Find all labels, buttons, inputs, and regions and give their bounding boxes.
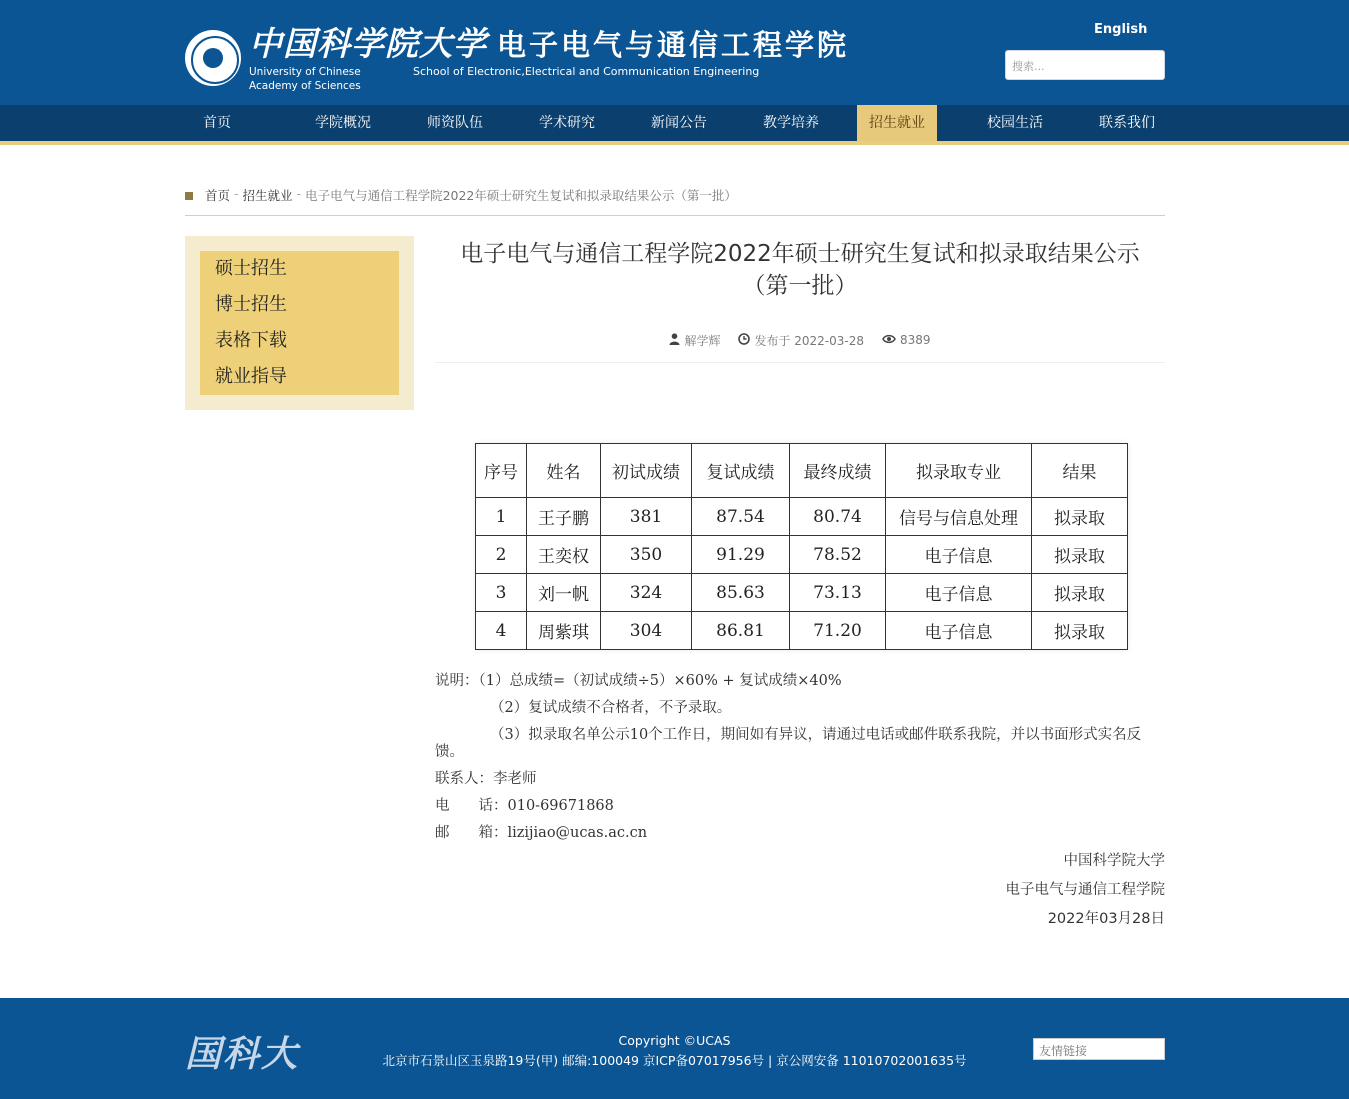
footer-logo: 国科大: [185, 1033, 300, 1075]
brand-text: [249, 24, 849, 93]
views-meta: [882, 333, 931, 347]
school-name: 电子电气与通信工程学院: [497, 27, 850, 62]
nav-item-contact[interactable]: 联系我们: [1099, 115, 1155, 131]
signature-date: 2022年03月28日: [1047, 911, 1165, 927]
table-cell: 电子信息: [886, 536, 1032, 574]
table-cell: 86.81: [692, 612, 790, 650]
table-header-row: [476, 444, 1128, 498]
article-meta: [435, 332, 1165, 348]
header-cell: 最终成绩: [790, 444, 886, 498]
header-cell: 结果: [1032, 444, 1128, 498]
header-cell: 拟录取专业: [886, 444, 1032, 498]
header-cell: 复试成绩: [692, 444, 790, 498]
article-signature: [1006, 847, 1166, 934]
site-footer: [0, 998, 1349, 1099]
breadcrumb-marker-icon: [185, 192, 193, 200]
nav-item-admissions[interactable]: 招生就业: [857, 105, 937, 141]
table-row: [476, 612, 1128, 650]
header-cell: 序号: [476, 444, 527, 498]
results-table: [475, 443, 1128, 650]
table-cell: 91.29: [692, 536, 790, 574]
table-cell: 71.20: [790, 612, 886, 650]
table-cell: 381: [601, 498, 692, 536]
table-cell: 304: [601, 612, 692, 650]
article-notes: [435, 668, 1165, 847]
contact-email: 邮 箱：lizijiao@ucas.ac.cn: [435, 825, 648, 841]
table-cell: 电子信息: [886, 574, 1032, 612]
header-cell: 初试成绩: [601, 444, 692, 498]
contact-phone: 电 话：010-69671868: [435, 798, 614, 814]
table-row: [476, 536, 1128, 574]
nav-item-home[interactable]: 首页: [203, 115, 231, 131]
main-nav: [0, 105, 1349, 141]
english-link[interactable]: English: [1094, 22, 1148, 37]
table-cell: 拟录取: [1032, 574, 1128, 612]
table-cell: 87.54: [692, 498, 790, 536]
table-cell: 拟录取: [1032, 536, 1128, 574]
table-row: [476, 498, 1128, 536]
table-cell: 信号与信息处理: [886, 498, 1032, 536]
note-line: （2）复试成绩不合格者，不予录取。: [490, 700, 732, 716]
copyright-text: Copyright ©UCAS: [618, 1033, 731, 1048]
table-cell: 324: [601, 574, 692, 612]
university-name-en: University of Chinese Academy of Sciences: [249, 65, 361, 92]
sidebar-item-masters[interactable]: 硕士招生: [215, 258, 287, 279]
breadcrumb-section[interactable]: 招生就业: [242, 188, 293, 203]
nav-item-campus[interactable]: 校园生活: [987, 115, 1043, 131]
school-name-en: School of Electronic,Electrical and Communication Engineering: [413, 64, 760, 78]
friendly-links-select[interactable]: 友情链接: [1033, 1038, 1165, 1060]
university-seal-icon: [185, 30, 241, 86]
signature-line: 中国科学院大学: [1063, 853, 1165, 869]
contact-person: 联系人：李老师: [435, 771, 537, 787]
table-cell: 拟录取: [1032, 498, 1128, 536]
table-cell: 73.13: [790, 574, 886, 612]
article-title-line: （第一批）: [742, 273, 858, 299]
note-line: （3）拟录取名单公示10个工作日，期间如有异议，请通过电话或邮件联系我院，并以书面形式实名反馈。: [435, 727, 1142, 760]
nav-item-news[interactable]: 新闻公告: [651, 115, 707, 131]
address-text: 北京市石景山区玉泉路19号(甲) 邮编:100049 京ICP备07017956号 | 京公网安备 11010702001635号: [382, 1053, 967, 1068]
table-cell: 刘一帆: [527, 574, 601, 612]
breadcrumb-separator: -: [234, 186, 239, 201]
date-meta: [738, 332, 864, 349]
search-input[interactable]: 搜索...: [1005, 50, 1165, 80]
site-header: [0, 0, 1349, 105]
author-meta: [669, 332, 720, 349]
table-cell: 拟录取: [1032, 612, 1128, 650]
table-cell: 3: [476, 574, 527, 612]
table-cell: 王子鹏: [527, 498, 601, 536]
breadcrumb-current: 电子电气与通信工程学院2022年硕士研究生复试和拟录取结果公示（第一批）: [305, 188, 737, 203]
nav-accent-strip: [0, 141, 1349, 145]
table-cell: 2: [476, 536, 527, 574]
nav-item-teaching[interactable]: 教学培养: [763, 115, 819, 131]
table-cell: 1: [476, 498, 527, 536]
table-cell: 85.63: [692, 574, 790, 612]
table-row: [476, 574, 1128, 612]
nav-item-about[interactable]: 学院概况: [315, 115, 371, 131]
table-cell: 周紫琪: [527, 612, 601, 650]
sidebar-menu: [200, 251, 399, 395]
sidebar-item-forms[interactable]: 表格下载: [215, 330, 287, 351]
header-cell: 姓名: [527, 444, 601, 498]
user-icon: [669, 333, 680, 348]
clock-icon: [738, 333, 750, 348]
note-line: 说明：（1）总成绩=（初试成绩÷5）×60% + 复试成绩×40%: [435, 673, 842, 689]
table-cell: 王奕权: [527, 536, 601, 574]
table-cell: 4: [476, 612, 527, 650]
nav-item-research[interactable]: 学术研究: [539, 115, 595, 131]
table-cell: 350: [601, 536, 692, 574]
nav-item-faculty[interactable]: 师资队伍: [427, 115, 483, 131]
meta-divider: [435, 362, 1165, 363]
table-cell: 80.74: [790, 498, 886, 536]
article-title-line: 电子电气与通信工程学院2022年硕士研究生复试和拟录取结果公示: [460, 241, 1140, 267]
table-cell: 78.52: [790, 536, 886, 574]
article-title: [435, 238, 1165, 302]
publish-date: 发布于 2022-03-28: [754, 333, 865, 348]
university-name: 中国科学院大学: [249, 23, 487, 63]
table-cell: 电子信息: [886, 612, 1032, 650]
article: [435, 236, 1165, 927]
breadcrumb-separator: -: [296, 186, 302, 201]
breadcrumb: [185, 186, 1165, 216]
sidebar: [185, 236, 414, 410]
sidebar-item-career[interactable]: 就业指导: [215, 366, 287, 387]
breadcrumb-home[interactable]: 首页: [205, 188, 231, 203]
signature-line: 电子电气与通信工程学院: [1005, 882, 1165, 898]
sidebar-item-phd[interactable]: 博士招生: [215, 294, 287, 315]
author-name: 解学辉: [684, 333, 721, 348]
site-logo[interactable]: [185, 23, 850, 92]
view-count: 8389: [900, 333, 931, 347]
eye-icon: [882, 333, 896, 347]
